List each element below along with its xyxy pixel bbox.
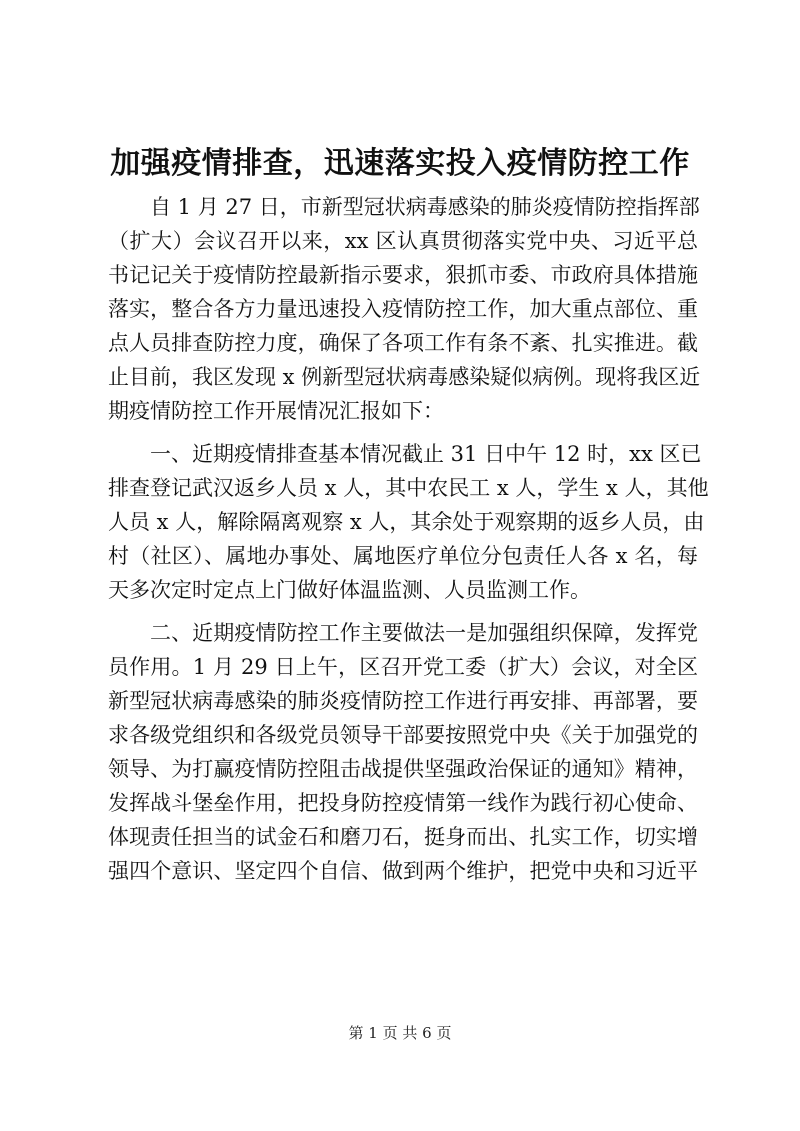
text-line: 天多次定时定点上门做好体温监测、人员监测工作。: [108, 578, 591, 602]
text-line: 止目前，我区发现 x 例新型冠状病毒感染疑似病例。现将我区近: [108, 365, 701, 389]
text-line: 人员 x 人，解除隔离观察 x 人，其余处于观察期的返乡人员，由: [108, 510, 705, 534]
page-number-footer: 第 1 页 共 6 页: [348, 1024, 452, 1042]
text-line: 自 1 月 27 日，市新型冠状病毒感染的肺炎疫情防控指挥部: [150, 195, 700, 219]
document-title: 加强疫情排查，迅速落实投入疫情防控工作: [110, 146, 690, 181]
text-line: 落实，整合各方力量迅速投入疫情防控工作，加大重点部位、重: [108, 297, 698, 321]
text-line: 书记记关于疫情防控最新指示要求，狠抓市委、市政府具体措施: [108, 263, 698, 287]
text-line: 体现责任担当的试金石和磨刀石，挺身而出、扎实工作，切实增: [108, 825, 698, 849]
document-body: [108, 190, 709, 897]
text-line: 期疫情防控工作开展情况汇报如下：: [108, 399, 444, 423]
text-line: 求各级党组织和各级党员领导干部要按照党中央《关于加强党的: [108, 723, 698, 747]
text-line: 强四个意识、坚定四个自信、做到两个维护，把党中央和习近平: [108, 859, 698, 883]
text-line: 排查登记武汉返乡人员 x 人，其中农民工 x 人，学生 x 人，其他: [108, 476, 709, 500]
text-line: 村（社区）、属地办事处、属地医疗单位分包责任人各 x 名，每: [108, 544, 698, 568]
text-line: 点人员排查防控力度，确保了各项工作有条不紊、扎实推进。截: [108, 331, 698, 355]
text-line: 二、近期疫情防控工作主要做法一是加强组织保障，发挥党: [150, 621, 698, 645]
paragraph-section-2: [108, 616, 698, 888]
text-line: 领导、为打赢疫情防控阻击战提供坚强政治保证的通知》精神，: [108, 757, 698, 781]
text-line: 发挥战斗堡垒作用，把投身防控疫情第一线作为践行初心使命、: [108, 791, 698, 815]
text-line: （扩大）会议召开以来，xx 区认真贯彻落实党中央、习近平总: [108, 229, 698, 253]
text-line: 一、近期疫情排查基本情况截止 31 日中午 12 时，xx 区已: [150, 442, 702, 466]
text-line: 新型冠状病毒感染的肺炎疫情防控工作进行再安排、再部署，要: [108, 689, 698, 713]
paragraph-section-1: [108, 437, 709, 607]
text-line: 员作用。1 月 29 日上午，区召开党工委（扩大）会议，对全区: [108, 655, 698, 679]
paragraph-intro: [108, 190, 701, 428]
